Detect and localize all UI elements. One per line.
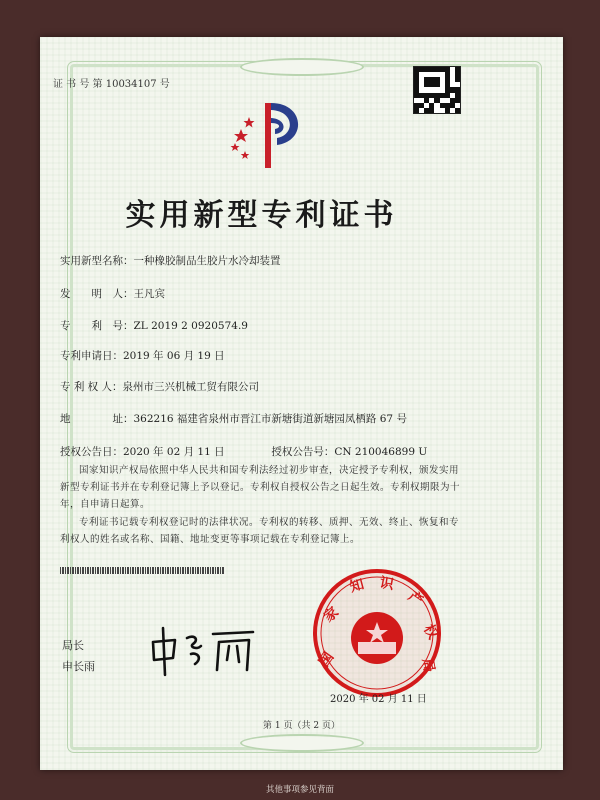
frame-ornament-bottom bbox=[240, 734, 364, 752]
grant-date-label: 授权公告日： bbox=[60, 446, 123, 458]
field-utility-name bbox=[60, 253, 281, 268]
field-label: 地 址： bbox=[60, 413, 134, 425]
field-value: 2019 年 06 月 19 日 bbox=[123, 350, 225, 362]
signer-title: 局长 bbox=[62, 639, 84, 652]
certificate-number: 证 书 号 第 10034107 号 bbox=[53, 79, 170, 90]
field-value: 王凡宾 bbox=[133, 288, 165, 300]
security-microtext-strip bbox=[60, 567, 225, 574]
field-value: 一种橡胶制品生胶片水冷却装置 bbox=[133, 255, 281, 267]
field-label: 专 利 权 人： bbox=[60, 381, 123, 393]
svg-text:知: 知 bbox=[348, 576, 366, 596]
field-label: 专利申请日： bbox=[60, 350, 123, 362]
frame-ornament-top bbox=[240, 58, 364, 76]
grant-statement-paragraph: 国家知识产权局依照中华人民共和国专利法经过初步审查，决定授予专利权，颁发实用新型专利证书并在专利登记簿上予以登记。专利权自授权公告之日起生效。专利权期限为十年，自申请日起算。 bbox=[60, 465, 461, 510]
svg-text:权: 权 bbox=[420, 621, 441, 643]
field-grant-info bbox=[60, 444, 427, 459]
legal-status-paragraph: 专利证书记载专利权登记时的法律状况。专利权的转移、质押、无效、终止、恢复和专利权人的姓名或名称、国籍、地址变更等事项记载在专利登记簿上。 bbox=[60, 517, 460, 545]
field-label: 实用新型名称： bbox=[60, 255, 134, 267]
field-label: 专 利 号： bbox=[60, 320, 134, 332]
svg-text:局: 局 bbox=[418, 657, 438, 674]
handwritten-signature bbox=[145, 620, 265, 680]
field-value: ZL 2019 2 0920574.9 bbox=[133, 320, 248, 332]
page-number: 第 1 页（共 2 页） bbox=[263, 721, 340, 731]
field-inventor bbox=[60, 286, 165, 301]
official-seal-icon bbox=[310, 566, 444, 700]
signer-name: 申长雨 bbox=[62, 660, 95, 673]
qr-code-icon bbox=[413, 66, 461, 114]
svg-text:国: 国 bbox=[316, 649, 338, 671]
svg-text:识: 识 bbox=[378, 574, 395, 594]
grant-number-label: 授权公告号： bbox=[271, 446, 335, 458]
field-value: 362216 福建省泉州市晋江市新塘街道新塘园凤栖路 67 号 bbox=[133, 413, 407, 425]
svg-text:家: 家 bbox=[320, 604, 342, 626]
certificate-title: 实用新型专利证书 bbox=[125, 198, 398, 233]
footer-note: 其他事项参见背面 bbox=[265, 785, 334, 795]
field-patent-number bbox=[60, 318, 248, 333]
grant-number-value: CN 210046899 U bbox=[334, 446, 428, 458]
field-patentee bbox=[60, 379, 259, 394]
patent-office-logo-icon bbox=[225, 93, 315, 173]
field-application-date bbox=[60, 348, 225, 363]
field-value: 泉州市三兴机械工贸有限公司 bbox=[122, 381, 260, 393]
seal-date: 2020 年 02 月 11 日 bbox=[330, 694, 427, 705]
svg-text:产: 产 bbox=[404, 588, 426, 610]
field-label: 发 明 人： bbox=[60, 288, 134, 300]
grant-date-value: 2020 年 02 月 11 日 bbox=[123, 446, 225, 458]
field-address bbox=[60, 411, 407, 426]
